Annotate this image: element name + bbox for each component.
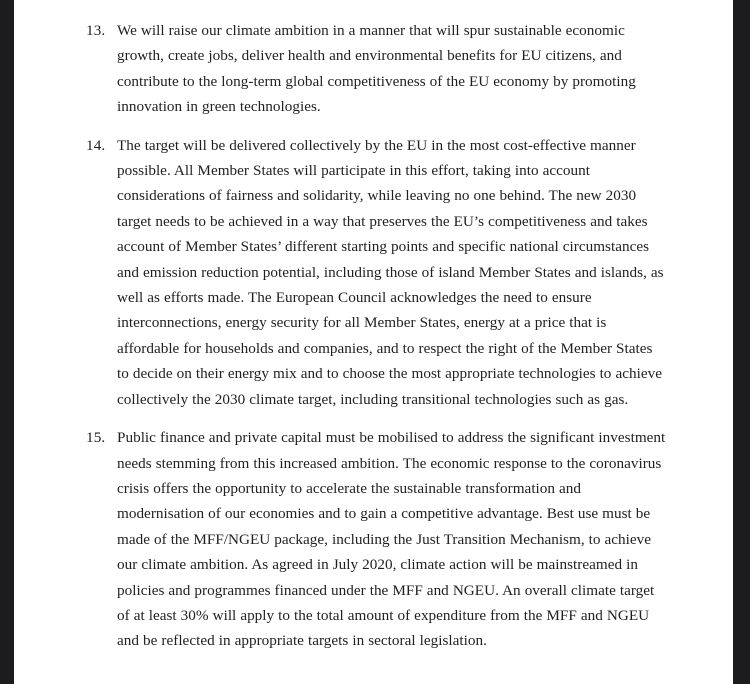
viewer-left-gutter [0,0,14,684]
paragraph-text: We will raise our climate ambition in a manner that will spur sustainable economic growth, create jobs, deliver health and environmental benefits for EU citizens, and contribute to the long-term global competitiveness of the EU economy by promoting innovation in green technologies. [117,22,636,116]
paragraph-text: Public finance and private capital must be mobilised to address the significant investment needs stemming from this increased ambition. The economic response to the coronavirus crisis offers the opportunity to accelerate the sustainable transformation and modernisation of our economies and to gain a competitive advantage. Best use must be made of the MFF/NGEU package, including the Just Transition Mechanism, to achieve our climate ambition. As agreed in July 2020, climate action will be mainstreamed in policies and programmes financed under the MFF and NGEU. An overall climate target of at least 30% will apply to the total amount of expenditure from the MFF and NGEU and be reflected in appropriate targets in sectoral legislation. [117,429,666,650]
numbered-paragraph [14,133,733,412]
paragraph-number: 14. [86,136,106,154]
paragraph-number: 15. [86,429,106,447]
paragraph-number: 13. [86,22,106,39]
page-content [14,0,733,667]
document-page [14,0,733,684]
numbered-paragraph [14,425,733,654]
numbered-paragraph [14,18,733,120]
viewer-right-gutter [733,0,750,684]
paragraph-text: The target will be delivered collectively by the EU in the most cost-effective manner possible. All Member States will participate in this effort, taking into account considerations of fairness and solidarity, while leaving no one behind. The new 2030 target needs to be achieved in a way that preserves the EU’s competitiveness and takes account of Member States’ different starting points and specific national circumstances and emission reduction potential, including those of island Member States and islands, as well as efforts made. The European Council acknowledges the need to ensure interconnections, energy security for all Member States, energy at a price that is affordable for households and companies, and to respect the right of the Member States to decide on their energy mix and to choose the most appropriate technologies to achieve collectively the 2030 climate target, including transitional technologies such as gas. [117,136,664,408]
